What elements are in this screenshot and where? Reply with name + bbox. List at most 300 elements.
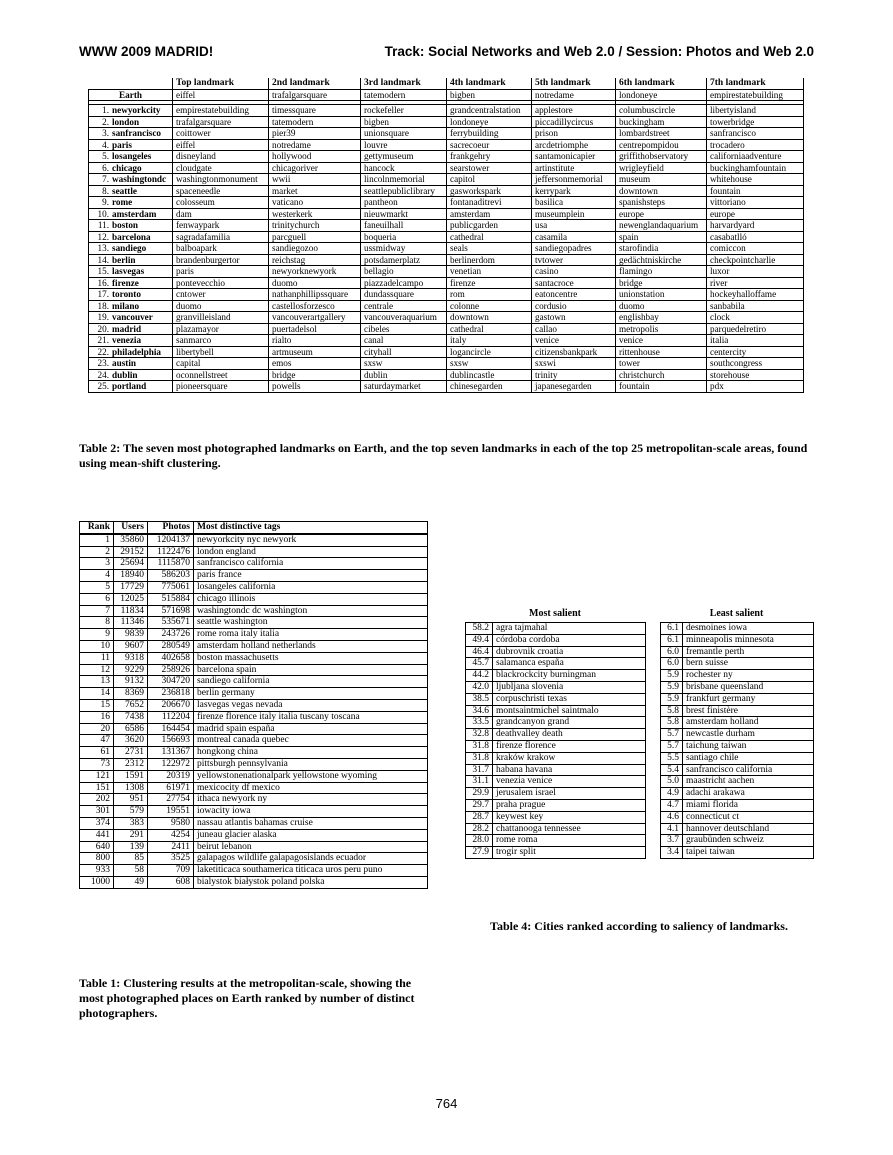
- table-row: [89, 289, 804, 301]
- landmark-cell: cathedral: [447, 323, 532, 335]
- saliency-score: 5.8: [661, 717, 683, 729]
- landmark-cell: powells: [269, 381, 361, 393]
- landmark-cell: faneuilhall: [361, 220, 447, 232]
- tags-cell: boston massachusetts: [194, 652, 428, 664]
- city-tags: ljubljana slovenia: [493, 681, 646, 693]
- numeric-cell: 441: [80, 829, 114, 841]
- landmark-cell: amsterdam: [447, 208, 532, 220]
- city-name: philadelphia: [112, 346, 162, 357]
- city-tags: corpuschristi texas: [493, 693, 646, 705]
- city-cell: [89, 254, 173, 266]
- city-rank: 2.: [102, 116, 109, 127]
- city-tags: praha prague: [493, 799, 646, 811]
- landmark-cell: trinitychurch: [269, 220, 361, 232]
- city-cell: [89, 300, 173, 312]
- numeric-cell: 1591: [114, 770, 148, 782]
- landmark-cell: clock: [707, 312, 804, 324]
- city-tags: dubrovnik croatia: [493, 646, 646, 658]
- table-1-header-row: [80, 522, 428, 534]
- landmark-cell: metropolis: [616, 323, 707, 335]
- landmark-cell: englishbay: [616, 312, 707, 324]
- table-row: [89, 208, 804, 220]
- numeric-cell: 9580: [148, 817, 194, 829]
- landmark-cell: luxor: [707, 266, 804, 278]
- numeric-cell: 12: [80, 664, 114, 676]
- saliency-score: 6.0: [661, 658, 683, 670]
- numeric-cell: 571698: [148, 605, 194, 617]
- numeric-cell: 2411: [148, 841, 194, 853]
- city-cell: [89, 266, 173, 278]
- city-cell: [89, 105, 173, 117]
- landmark-cell: frankgehry: [447, 151, 532, 163]
- table-row: [661, 658, 814, 670]
- landmark-cell: cntower: [173, 289, 269, 301]
- numeric-cell: 15: [80, 699, 114, 711]
- numeric-cell: 19551: [148, 806, 194, 818]
- city-name: barcelona: [112, 231, 151, 242]
- numeric-cell: 1000: [80, 876, 114, 888]
- table-row: [466, 776, 646, 788]
- table-4-most-salient: [465, 622, 646, 859]
- city-tags: rome roma: [493, 835, 646, 847]
- landmark-cell: cityhall: [361, 346, 447, 358]
- saliency-score: 45.7: [466, 658, 493, 670]
- saliency-score: 4.9: [661, 788, 683, 800]
- landmark-cell: californiaadventure: [707, 151, 804, 163]
- landmark-cell: kerrypark: [532, 185, 616, 197]
- numeric-cell: 402658: [148, 652, 194, 664]
- landmark-cell: lombardstreet: [616, 128, 707, 140]
- landmark-cell: dublincastle: [447, 369, 532, 381]
- table-2-column-header: 3rd landmark: [361, 78, 447, 89]
- city-rank: 14.: [97, 254, 109, 265]
- city-name: firenze: [112, 277, 139, 288]
- table-row: [466, 693, 646, 705]
- table-row: [80, 593, 428, 605]
- table-row: [466, 681, 646, 693]
- landmark-cell: pioneersquare: [173, 381, 269, 393]
- landmark-cell: artmuseum: [269, 346, 361, 358]
- landmark-cell: grandcentralstation: [447, 105, 532, 117]
- saliency-score: 28.2: [466, 823, 493, 835]
- landmark-cell: berlinerdom: [447, 254, 532, 266]
- landmark-cell: japanesegarden: [532, 381, 616, 393]
- numeric-cell: 2731: [114, 747, 148, 759]
- table-row: [80, 688, 428, 700]
- saliency-score: 58.2: [466, 623, 493, 635]
- landmark-cell: museum: [616, 174, 707, 186]
- numeric-cell: 131367: [148, 747, 194, 759]
- landmark-cell: buckinghamfountain: [707, 162, 804, 174]
- tags-cell: barcelona spain: [194, 664, 428, 676]
- city-rank: 16.: [97, 277, 109, 288]
- landmark-cell: venetian: [447, 266, 532, 278]
- table-row: [466, 799, 646, 811]
- table-row: [80, 794, 428, 806]
- most-salient-heading: Most salient: [529, 608, 581, 619]
- table-row: [89, 358, 804, 370]
- table-row: [466, 646, 646, 658]
- city-rank: 21.: [97, 335, 109, 345]
- city-tags: frankfurt germany: [683, 693, 814, 705]
- landmark-cell: logancircle: [447, 346, 532, 358]
- landmark-cell: duomo: [269, 277, 361, 289]
- numeric-cell: 139: [114, 841, 148, 853]
- numeric-cell: 85: [114, 853, 148, 865]
- numeric-cell: 9839: [114, 629, 148, 641]
- landmark-cell: duomo: [173, 300, 269, 312]
- landmark-cell: hancock: [361, 162, 447, 174]
- city-cell: [89, 346, 173, 358]
- numeric-cell: 121: [80, 770, 114, 782]
- city-tags: hannover deutschland: [683, 823, 814, 835]
- numeric-cell: 2: [80, 546, 114, 558]
- landmark-cell: cordusio: [532, 300, 616, 312]
- numeric-cell: 73: [80, 758, 114, 770]
- tags-cell: firenze florence italy italia tuscany toscana: [194, 711, 428, 723]
- numeric-cell: 579: [114, 806, 148, 818]
- city-name: london: [112, 116, 140, 127]
- landmark-cell: colonne: [447, 300, 532, 312]
- numeric-cell: 112204: [148, 711, 194, 723]
- landmark-cell: eiffel: [173, 139, 269, 151]
- numeric-cell: 8369: [114, 688, 148, 700]
- numeric-cell: 18940: [114, 570, 148, 582]
- city-cell: [89, 231, 173, 243]
- table-row: [89, 254, 804, 266]
- landmark-cell: ferrybuilding: [447, 128, 532, 140]
- landmark-cell: hockeyhalloffame: [707, 289, 804, 301]
- table-row: [80, 711, 428, 723]
- numeric-cell: 9607: [114, 640, 148, 652]
- landmark-cell: spain: [616, 231, 707, 243]
- landmark-cell: museumplein: [532, 208, 616, 220]
- city-tags: taichung taiwan: [683, 740, 814, 752]
- table-row: [89, 312, 804, 324]
- saliency-score: 42.0: [466, 681, 493, 693]
- city-name: milano: [112, 300, 140, 311]
- landmark-cell: wwii: [269, 174, 361, 186]
- tags-cell: newyorkcity nyc newyork: [194, 534, 428, 546]
- city-rank: 4.: [102, 139, 109, 150]
- landmark-cell: bridge: [269, 369, 361, 381]
- tags-cell: chicago illinois: [194, 593, 428, 605]
- table-row: [661, 823, 814, 835]
- city-tags: rochester ny: [683, 670, 814, 682]
- landmark-cell: trocadero: [707, 139, 804, 151]
- table-2-column-header: Top landmark: [173, 78, 269, 89]
- table-row: [80, 735, 428, 747]
- tags-cell: pittsburgh pennsylvania: [194, 758, 428, 770]
- table-2-column-header: 7th landmark: [707, 78, 804, 89]
- table-row: [466, 847, 646, 859]
- landmark-cell: londoneye: [447, 116, 532, 128]
- table-row: [661, 764, 814, 776]
- earth-landmark-cell: trafalgarsquare: [269, 89, 361, 101]
- landmark-cell: vancouverartgallery: [269, 312, 361, 324]
- city-rank: 20.: [97, 323, 109, 334]
- numeric-cell: 20: [80, 723, 114, 735]
- city-rank: 5.: [102, 151, 109, 161]
- table-row: [80, 652, 428, 664]
- city-rank: 13.: [97, 243, 109, 253]
- city-name: boston: [112, 220, 139, 230]
- city-cell: [89, 323, 173, 335]
- landmark-cell: emos: [269, 358, 361, 370]
- numeric-cell: 58: [114, 865, 148, 877]
- city-tags: deathvalley death: [493, 729, 646, 741]
- saliency-score: 44.2: [466, 670, 493, 682]
- landmark-cell: europe: [616, 208, 707, 220]
- numeric-cell: 775061: [148, 581, 194, 593]
- city-rank: 8.: [102, 185, 109, 196]
- city-rank: 10.: [97, 208, 109, 219]
- city-tags: adachi arakawa: [683, 788, 814, 800]
- landmark-cell: balboapark: [173, 243, 269, 255]
- numeric-cell: 20319: [148, 770, 194, 782]
- table-row: [661, 752, 814, 764]
- table-row: [80, 853, 428, 865]
- city-name: washingtondc: [112, 174, 167, 184]
- table-row: [89, 369, 804, 381]
- city-rank: 15.: [97, 266, 109, 276]
- table-row: [89, 220, 804, 232]
- city-name: venezia: [112, 335, 142, 345]
- city-cell: [89, 208, 173, 220]
- landmark-cell: columbuscircle: [616, 105, 707, 117]
- landmark-cell: disneyland: [173, 151, 269, 163]
- table-row: [661, 681, 814, 693]
- table-row: [466, 623, 646, 635]
- landmark-cell: capitol: [447, 174, 532, 186]
- city-tags: blackrockcity burningman: [493, 670, 646, 682]
- numeric-cell: 49: [114, 876, 148, 888]
- numeric-cell: 61971: [148, 782, 194, 794]
- numeric-cell: 9229: [114, 664, 148, 676]
- landmark-cell: unionsquare: [361, 128, 447, 140]
- saliency-score: 6.0: [661, 646, 683, 658]
- landmark-cell: checkpointcharlie: [707, 254, 804, 266]
- landmark-cell: sandiegozoo: [269, 243, 361, 255]
- landmark-cell: fontanaditrevi: [447, 197, 532, 209]
- saliency-score: 4.1: [661, 823, 683, 835]
- numeric-cell: 1308: [114, 782, 148, 794]
- landmark-cell: santamonicapier: [532, 151, 616, 163]
- tags-cell: hongkong china: [194, 747, 428, 759]
- table-4-caption: Table 4: Cities ranked according to saliency of landmarks.: [490, 919, 788, 933]
- table-row: [80, 629, 428, 641]
- table-row: [661, 811, 814, 823]
- city-cell: [89, 243, 173, 255]
- city-cell: [89, 369, 173, 381]
- landmark-cell: rockefeller: [361, 105, 447, 117]
- numeric-cell: 258926: [148, 664, 194, 676]
- city-name: paris: [112, 139, 132, 150]
- table-row: [466, 658, 646, 670]
- table-row: [89, 151, 804, 163]
- tags-cell: seattle washington: [194, 617, 428, 629]
- table-row: [80, 782, 428, 794]
- tags-cell: sandiego california: [194, 676, 428, 688]
- numeric-cell: 7: [80, 605, 114, 617]
- city-tags: minneapolis minnesota: [683, 634, 814, 646]
- landmark-cell: prison: [532, 128, 616, 140]
- table-row: [661, 740, 814, 752]
- table-row: [80, 605, 428, 617]
- numeric-cell: 291: [114, 829, 148, 841]
- table-row: [466, 788, 646, 800]
- saliency-score: 31.8: [466, 740, 493, 752]
- table-row: [80, 617, 428, 629]
- table-2-column-header: 2nd landmark: [269, 78, 361, 89]
- table-1-column-header: Rank: [80, 522, 114, 534]
- numeric-cell: 14: [80, 688, 114, 700]
- saliency-score: 33.5: [466, 717, 493, 729]
- header-track: Track: Social Networks and Web 2.0 / Session: Photos and Web 2.0: [384, 44, 814, 59]
- table-row: [89, 323, 804, 335]
- numeric-cell: 933: [80, 865, 114, 877]
- saliency-score: 5.5: [661, 752, 683, 764]
- city-cell: [89, 335, 173, 347]
- landmark-cell: whitehouse: [707, 174, 804, 186]
- tags-cell: losangeles california: [194, 581, 428, 593]
- table-2-earth-row: [89, 89, 804, 101]
- city-name: portland: [112, 381, 147, 391]
- saliency-score: 28.7: [466, 811, 493, 823]
- table-row: [80, 558, 428, 570]
- city-name: losangeles: [112, 151, 152, 161]
- city-name: chicago: [112, 162, 142, 173]
- table-row: [80, 664, 428, 676]
- table-row: [80, 865, 428, 877]
- landmark-cell: casino: [532, 266, 616, 278]
- landmark-cell: vaticano: [269, 197, 361, 209]
- landmark-cell: gedächtniskirche: [616, 254, 707, 266]
- landmark-cell: capital: [173, 358, 269, 370]
- table-row: [80, 699, 428, 711]
- table-row: [466, 752, 646, 764]
- numeric-cell: 164454: [148, 723, 194, 735]
- city-tags: sanfrancisco california: [683, 764, 814, 776]
- landmark-cell: towerbridge: [707, 116, 804, 128]
- tags-cell: rome roma italy italia: [194, 629, 428, 641]
- landmark-cell: tvtower: [532, 254, 616, 266]
- city-tags: brisbane queensland: [683, 681, 814, 693]
- landmark-cell: eatoncentre: [532, 289, 616, 301]
- header-venue: WWW 2009 MADRID!: [79, 44, 214, 59]
- table-row: [89, 128, 804, 140]
- table-1-clustering: [79, 521, 428, 889]
- saliency-score: 5.9: [661, 670, 683, 682]
- table-row: [80, 546, 428, 558]
- landmark-cell: ussmidway: [361, 243, 447, 255]
- table-2-column-header: 4th landmark: [447, 78, 532, 89]
- numeric-cell: 122972: [148, 758, 194, 770]
- table-row: [466, 634, 646, 646]
- city-tags: maastricht aachen: [683, 776, 814, 788]
- landmark-cell: rittenhouse: [616, 346, 707, 358]
- landmark-cell: libertybell: [173, 346, 269, 358]
- landmark-cell: louvre: [361, 139, 447, 151]
- numeric-cell: 3525: [148, 853, 194, 865]
- table-row: [661, 776, 814, 788]
- landmark-cell: sxsw: [361, 358, 447, 370]
- city-rank: 9.: [102, 197, 109, 207]
- table-row: [89, 116, 804, 128]
- table-row: [80, 723, 428, 735]
- landmark-cell: centrale: [361, 300, 447, 312]
- city-tags: habana havana: [493, 764, 646, 776]
- table-row: [80, 640, 428, 652]
- table-row: [661, 693, 814, 705]
- landmark-cell: arcdetriomphe: [532, 139, 616, 151]
- landmark-cell: pdx: [707, 381, 804, 393]
- saliency-score: 3.7: [661, 835, 683, 847]
- tags-cell: amsterdam holland netherlands: [194, 640, 428, 652]
- city-cell: [89, 289, 173, 301]
- city-tags: grandcanyon grand: [493, 717, 646, 729]
- table-row: [89, 139, 804, 151]
- saliency-score: 5.4: [661, 764, 683, 776]
- saliency-score: 4.7: [661, 799, 683, 811]
- landmark-cell: bridge: [616, 277, 707, 289]
- numeric-cell: 304720: [148, 676, 194, 688]
- landmark-cell: europe: [707, 208, 804, 220]
- numeric-cell: 61: [80, 747, 114, 759]
- saliency-score: 28.0: [466, 835, 493, 847]
- landmark-cell: sacrecoeur: [447, 139, 532, 151]
- city-tags: bern suisse: [683, 658, 814, 670]
- city-name: berlin: [112, 254, 136, 265]
- city-name: lasvegas: [112, 266, 145, 276]
- numeric-cell: 206670: [148, 699, 194, 711]
- city-rank: 12.: [97, 231, 109, 242]
- landmark-cell: dublin: [361, 369, 447, 381]
- landmark-cell: spaceneedle: [173, 185, 269, 197]
- landmark-cell: newyorknewyork: [269, 266, 361, 278]
- landmark-cell: cathedral: [447, 231, 532, 243]
- city-tags: brest finistère: [683, 705, 814, 717]
- city-name: rome: [112, 197, 133, 207]
- table-2-column-header: 6th landmark: [616, 78, 707, 89]
- table-4-least-salient: [660, 622, 814, 859]
- city-tags: venezia venice: [493, 776, 646, 788]
- landmark-cell: fountain: [707, 185, 804, 197]
- table-1-caption: Table 1: Clustering results at the metropolitan-scale, showing the most photographed places on Earth ranked by number of distinct photographers.: [79, 976, 415, 1020]
- city-rank: 19.: [97, 312, 109, 322]
- saliency-score: 49.4: [466, 634, 493, 646]
- landmark-cell: publicgarden: [447, 220, 532, 232]
- earth-landmark-cell: tatemodern: [361, 89, 447, 101]
- city-cell: [89, 197, 173, 209]
- landmark-cell: jeffersonmemorial: [532, 174, 616, 186]
- landmark-cell: callao: [532, 323, 616, 335]
- city-name: dublin: [112, 369, 138, 380]
- saliency-score: 6.1: [661, 623, 683, 635]
- numeric-cell: 5: [80, 581, 114, 593]
- table-row: [89, 197, 804, 209]
- city-tags: connecticut ct: [683, 811, 814, 823]
- landmark-cell: sanmarco: [173, 335, 269, 347]
- landmark-cell: plazamayor: [173, 323, 269, 335]
- city-tags: kraków krakow: [493, 752, 646, 764]
- landmark-cell: citizensbankpark: [532, 346, 616, 358]
- landmark-cell: chicagoriver: [269, 162, 361, 174]
- table-1-column-header: Users: [114, 522, 148, 534]
- saliency-score: 29.7: [466, 799, 493, 811]
- landmark-cell: duomo: [616, 300, 707, 312]
- landmark-cell: washingtonmonument: [173, 174, 269, 186]
